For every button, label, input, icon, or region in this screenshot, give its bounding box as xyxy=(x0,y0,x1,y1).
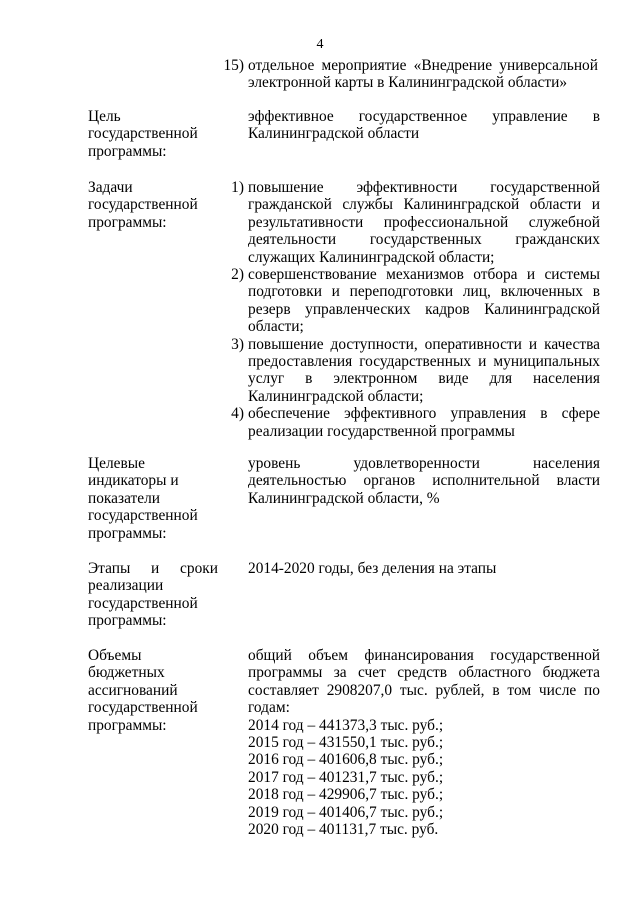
budget-content xyxy=(248,647,600,838)
goal-label: Цель государственной программы: xyxy=(88,108,198,160)
list-item-text: повышение доступности, оперативности и качества предоставления государственных и муниципальных услуг в электронном виде для населения Калининградской области; xyxy=(248,335,600,405)
list-item-number: 1) xyxy=(231,179,244,196)
budget-intro: общий объем финансирования государственной программы за счет средств областного бюджета составляет 2908207,0 тыс. рублей, в том числе по годам: xyxy=(248,647,600,717)
list-item xyxy=(231,405,600,440)
tasks-label: Задачи государственной программы: xyxy=(88,179,198,231)
page-number: 4 xyxy=(316,37,324,52)
tasks-list xyxy=(231,179,600,440)
budget-year: 2019 год – 401406,7 тыс. руб.; xyxy=(248,803,444,821)
indicators-text: уровень удовлетворенности населения деятельностью органов исполнительной власти Калининградской области, % xyxy=(248,455,600,507)
budget-year: 2018 год – 429906,7 тыс. руб.; xyxy=(248,786,444,804)
list-item xyxy=(231,266,600,336)
list-item xyxy=(231,335,600,406)
list-item xyxy=(231,179,600,266)
budget-year: 2014 год – 441373,3 тыс. руб.; xyxy=(248,716,444,734)
list-item-number: 2) xyxy=(231,266,244,284)
goal-text: эффективное государственное управление в Калининградской области xyxy=(248,108,600,143)
budget-label: Объемы бюджетных ассигнований государственной программы: xyxy=(88,647,198,734)
list-item-text: обеспечение эффективного управления в сфере реализации государственной программы xyxy=(248,405,600,440)
indicators-label: Целевые индикаторы и показатели государственной программы: xyxy=(88,455,198,542)
list-item-number: 4) xyxy=(231,405,244,423)
stages-text: 2014-2020 годы, без деления на этапы xyxy=(248,560,497,577)
tasks-row xyxy=(88,179,600,440)
budget-year: 2016 год – 401606,8 тыс. руб.; xyxy=(248,751,444,769)
budget-year: 2017 год – 401231,7 тыс. руб.; xyxy=(248,768,444,786)
list-item-text: отдельное мероприятие «Внедрение универсальной электронной карты в Калининградской области» xyxy=(248,57,598,92)
list-item-number: 3) xyxy=(231,335,244,353)
list-item-text: повышение эффективности государственной гражданской службы Калининградской области и результативности профессиональной служебной деятельности государственных гражданских служащих Калининградской области; xyxy=(248,179,600,266)
list-item-number: 15) xyxy=(223,57,244,74)
list-item-text: совершенствование механизмов отбора и системы подготовки и переподготовки лиц, включенных в резерв управленческих кадров Калининградской области; xyxy=(248,266,600,336)
stages-label: Этапы и сроки реализации государственной программы: xyxy=(88,560,218,630)
budget-year: 2020 год – 401131,7 тыс. руб. xyxy=(248,821,439,839)
list-item-15 xyxy=(212,57,598,92)
budget-year: 2015 год – 431550,1 тыс. руб.; xyxy=(248,734,444,752)
